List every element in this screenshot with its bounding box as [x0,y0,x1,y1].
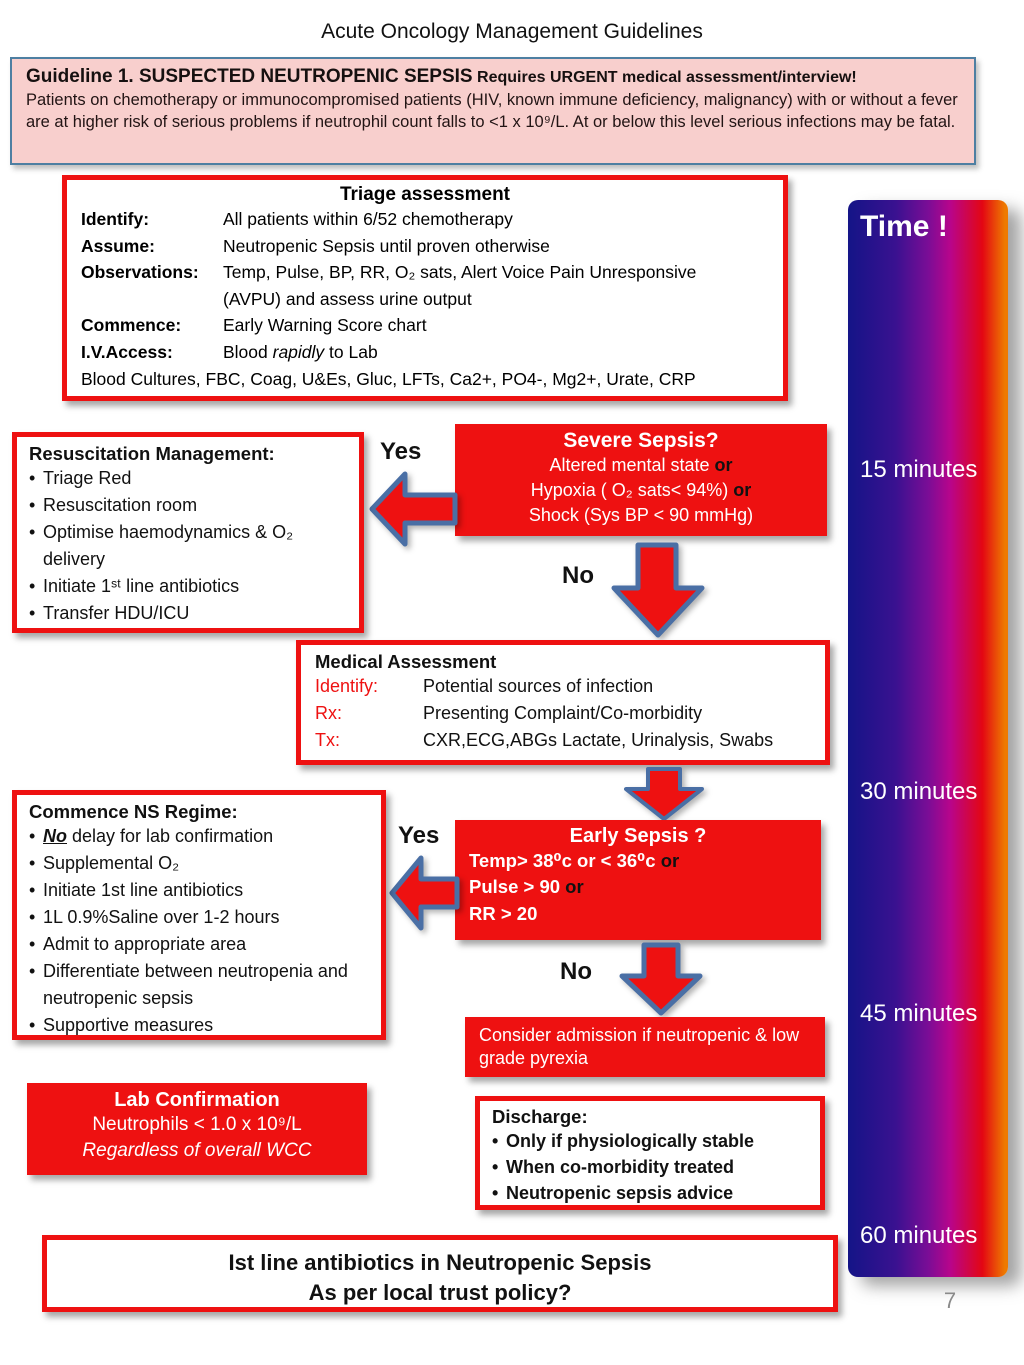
commence-ns-regime-box [12,790,386,1040]
severe-sepsis-line [465,478,817,503]
severe-line2-text: Hypoxia ( O₂ sats< 94%) [530,479,734,500]
resuscitation-management-box [12,432,364,633]
severe-line1-text: Altered mental state [549,455,715,475]
time-label-60min: 60 minutes [860,1222,978,1249]
severe-line1-or: or [714,455,733,475]
arrow-down-icon [610,542,706,639]
discharge-bullet: • Only if physiologically stable [492,1128,808,1154]
first-line-antibiotics-box [42,1235,838,1312]
resus-bullet: • Triage Red [29,465,347,492]
medical-assessment-box [296,640,830,765]
triage-row [81,206,769,233]
triage-row-label: Observations: [81,262,199,283]
triage-row-label: Identify: [81,209,150,229]
commence-bullet: • Initiate 1st line antibiotics [29,877,369,904]
triage-row-text [223,339,769,366]
resus-bullet: • Transfer HDU/ICU [29,600,347,627]
decision-label-no-early: No [560,958,592,985]
time-bar-title: Time ! [860,210,948,243]
no-delay-emphasis: No [43,826,67,846]
early-sepsis-title: Early Sepsis ? [569,825,707,847]
commence-bullet: • Supplemental O₂ [29,850,369,877]
triage-row-text: Neutropenic Sepsis until proven otherwise [223,235,550,256]
triage-row-label [81,286,223,313]
triage-row [81,312,769,339]
severe-line2-or: or [733,479,752,500]
guideline-heading-sub: Requires URGENT medical assessment/interview! [477,69,857,86]
triage-row-label: I.V.Access: [81,341,173,362]
guideline-heading-main: Guideline 1. SUSPECTED NEUTROPENIC SEPSIS [26,66,473,87]
commence-bullet-list [29,823,369,1039]
lab-title: Lab Confirmation [114,1089,280,1111]
triage-row-label: Assume: [81,235,155,256]
medical-row-text: Presenting Complaint/Co-morbidity [423,703,703,723]
early-line1-text: Temp> 38⁰c or < 36⁰c [469,850,661,871]
medical-row [315,700,811,727]
consider-admission-box: Consider admission if neutropenic & low grade pyrexia [465,1017,825,1077]
decision-label-yes-severe: Yes [380,438,422,465]
commence-bullet-no-delay [29,823,369,850]
iv-text-italic: rapidly [272,341,325,362]
arrow-left-icon [368,468,458,550]
early-sepsis-line [469,874,807,900]
discharge-box [475,1096,825,1210]
page-number: 7 [943,1288,957,1313]
arrow-down-icon [618,942,704,1016]
triage-row [81,233,769,260]
medical-row-label: Identify: [315,676,379,696]
time-scale-bar [848,200,1008,1277]
early-line1-or: or [660,850,680,871]
time-label-15min: 15 minutes [860,456,978,483]
medical-row [315,727,811,754]
resus-bullet-list [29,465,347,627]
severe-sepsis-line: Shock (Sys BP < 90 mmHg) [528,504,754,525]
resus-title: Resuscitation Management: [29,443,275,464]
arrow-left-icon [388,852,460,934]
medical-row-text: CXR,ECG,ABGs Lactate, Urinalysis, Swabs [423,730,774,750]
early-line2-text: Pulse > 90 [469,876,566,898]
early-sepsis-line: RR > 20 [469,902,538,924]
lab-line-italic: Regardless of overall WCC [82,1139,312,1161]
triage-bloods-line: Blood Cultures, FBC, Coag, U&Es, Gluc, LFTs, Ca2+, PO4-, Mg2+, Urate, CRP [81,368,696,389]
severe-sepsis-title: Severe Sepsis? [563,429,719,452]
severe-sepsis-line [465,453,817,478]
no-delay-rest: delay for lab confirmation [67,826,274,846]
triage-title: Triage assessment [339,184,511,205]
commence-bullet: • Admit to appropriate area [29,931,369,958]
triage-assessment-box [62,175,788,401]
severe-sepsis-box [455,424,827,536]
early-sepsis-line [469,848,807,874]
triage-row-iv-access [81,339,769,366]
early-sepsis-box [455,820,821,940]
triage-row-text: Early Warning Score chart [223,315,427,336]
triage-row-text: All patients within 6/52 chemotherapy [223,209,513,229]
time-label-30min: 30 minutes [860,778,978,805]
guideline-banner [10,57,976,165]
medical-title: Medical Assessment [315,651,497,672]
medical-row-label: Tx: [315,730,340,750]
lab-line: Neutrophils < 1.0 x 10⁹/L [92,1114,302,1135]
resus-bullet: • Optimise haemodynamics & O₂ delivery [29,519,347,573]
iv-text-post: to Lab [324,341,378,362]
commence-bullet: • 1L 0.9%Saline over 1-2 hours [29,904,369,931]
discharge-bullet-list [492,1128,808,1206]
triage-row-label: Commence: [81,315,182,336]
triage-row-text: (AVPU) and assess urine output [223,288,472,309]
decision-label-yes-early: Yes [398,822,440,849]
discharge-bullet: • When co-morbidity treated [492,1154,808,1180]
early-line2-or: or [565,876,584,898]
medical-row [315,673,811,700]
commence-bullet: • Differentiate between neutropenia and neutropenic sepsis [29,958,369,1012]
triage-row [81,259,769,286]
arrow-down-icon [622,766,706,822]
triage-row [81,286,769,313]
medical-row-text: Potential sources of infection [423,676,654,696]
guideline-heading [26,66,960,88]
discharge-title: Discharge: [492,1106,588,1127]
footer-box-line2: As per local trust policy? [308,1279,572,1305]
triage-row-text: Temp, Pulse, BP, RR, O₂ sats, Alert Voice Pain Unresponsive [223,262,697,283]
discharge-bullet: • Neutropenic sepsis advice [492,1180,808,1206]
iv-text-pre: Blood [223,341,273,362]
decision-label-no-severe: No [562,562,594,589]
commence-title: Commence NS Regime: [29,801,238,822]
time-label-45min: 45 minutes [860,1000,978,1027]
commence-bullet: • Supportive measures [29,1012,369,1039]
resus-bullet: • Initiate 1ˢᵗ line antibiotics [29,573,347,600]
footer-box-line1: Ist line antibiotics in Neutropenic Sepsis [228,1250,652,1275]
guideline-body: Patients on chemotherapy or immunocompromised patients (HIV, known immune deficiency, malignancy) with or without a fever are at higher risk of serious problems if neutrophil count falls to <1 x 10⁹/L. At or below this level serious infections may be fatal. [26,91,958,131]
page-title: Acute Oncology Management Guidelines [321,20,703,43]
resus-bullet: • Resuscitation room [29,492,347,519]
lab-confirmation-box [27,1083,367,1175]
medical-row-label: Rx: [315,703,342,723]
